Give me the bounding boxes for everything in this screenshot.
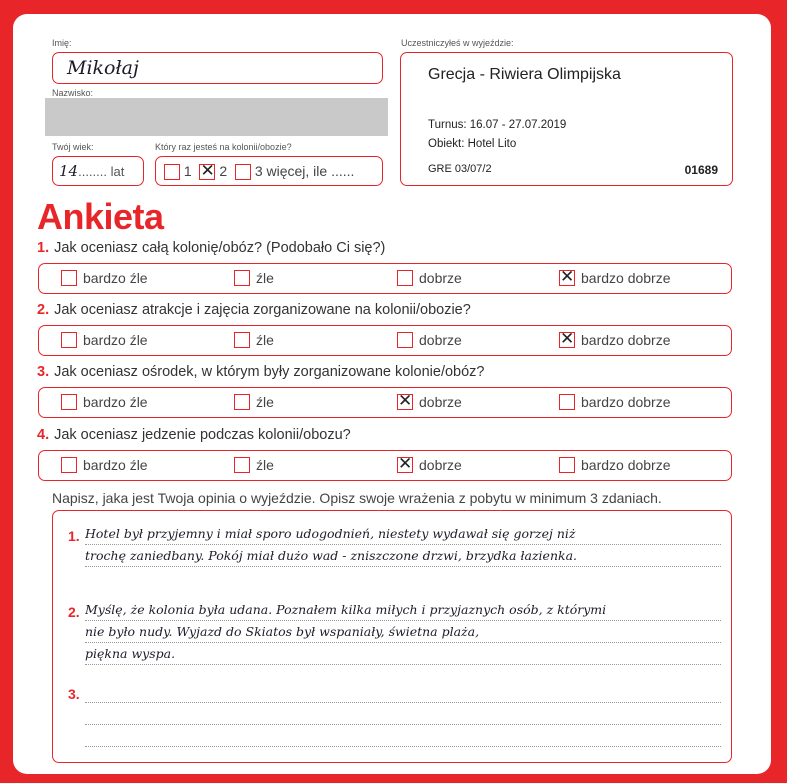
count-options: [155, 156, 383, 186]
option-checkbox[interactable]: [559, 457, 575, 473]
trip-label: Uczestniczyłeś w wyjeździe:: [401, 38, 514, 48]
question-2-option-2[interactable]: [234, 332, 274, 348]
option-label: bardzo dobrze: [581, 270, 671, 286]
question-text: Jak oceniasz atrakcje i zajęcia zorganizowane na kolonii/obozie?: [54, 302, 471, 318]
question-4-option-3[interactable]: [397, 457, 462, 473]
redacted-surname: [45, 98, 388, 136]
count-option-1-checkbox[interactable]: [164, 164, 180, 180]
question-3-option-3[interactable]: [397, 394, 462, 410]
option-checkbox[interactable]: [559, 332, 575, 348]
option-label: dobrze: [419, 394, 462, 410]
count-option-2-checkbox[interactable]: [199, 164, 215, 180]
option-checkbox[interactable]: [61, 394, 77, 410]
question-number: 4.: [37, 427, 50, 443]
option-label: źle: [256, 457, 274, 473]
trip-obiekt: Obiekt: Hotel Lito: [428, 138, 517, 150]
option-label: bardzo źle: [83, 394, 148, 410]
option-label: bardzo źle: [83, 332, 148, 348]
opinion-blank-line: [85, 724, 721, 747]
name-label: Imię:: [52, 38, 72, 48]
age-value: 14: [59, 162, 79, 180]
question-4-options: [38, 450, 732, 481]
option-checkbox[interactable]: [61, 332, 77, 348]
question-1-option-1[interactable]: [61, 270, 148, 286]
question-2: [37, 302, 471, 318]
question-number: 3.: [37, 364, 50, 380]
option-checkbox[interactable]: [397, 394, 413, 410]
option-checkbox[interactable]: [397, 457, 413, 473]
count-option-3-label: 3 więcej, ile ......: [254, 163, 355, 179]
option-checkbox[interactable]: [61, 457, 77, 473]
option-checkbox[interactable]: [61, 270, 77, 286]
option-checkbox[interactable]: [397, 332, 413, 348]
count-label: Który raz jesteś na kolonii/obozie?: [155, 142, 292, 152]
question-3-options: [38, 387, 732, 418]
option-label: bardzo dobrze: [581, 457, 671, 473]
option-checkbox[interactable]: [234, 394, 250, 410]
count-option-2-label: 2: [219, 163, 228, 179]
name-field[interactable]: [52, 52, 383, 84]
option-checkbox[interactable]: [559, 394, 575, 410]
question-1-options: [38, 263, 732, 294]
question-number: 1.: [37, 240, 50, 256]
option-label: bardzo dobrze: [581, 332, 671, 348]
option-label: dobrze: [419, 332, 462, 348]
surname-label: Nazwisko:: [52, 88, 94, 98]
option-checkbox[interactable]: [234, 332, 250, 348]
question-4-option-2[interactable]: [234, 457, 274, 473]
option-checkbox[interactable]: [397, 270, 413, 286]
opinion-line: Hotel był przyjemny i miał sporo udogodnień, niestety wydawał się gorzej niż: [85, 522, 721, 545]
option-label: dobrze: [419, 270, 462, 286]
count-option-3-checkbox[interactable]: [235, 164, 251, 180]
option-label: źle: [256, 394, 274, 410]
question-1-option-2[interactable]: [234, 270, 274, 286]
option-label: bardzo źle: [83, 270, 148, 286]
count-option-1-label: 1: [183, 163, 192, 179]
question-3-option-4[interactable]: [559, 394, 671, 410]
question-1-option-3[interactable]: [397, 270, 462, 286]
opinion-line: nie było nudy. Wyjazd do Skiatos był wspaniały, świetna plaża,: [85, 620, 721, 643]
age-field[interactable]: [52, 156, 144, 186]
opinion-line: [85, 680, 721, 703]
trip-destination: Grecja - Riwiera Olimpijska: [428, 66, 621, 83]
option-label: bardzo dobrze: [581, 394, 671, 410]
option-checkbox[interactable]: [234, 270, 250, 286]
question-1-option-4[interactable]: [559, 270, 671, 286]
question-4-option-4[interactable]: [559, 457, 671, 473]
option-checkbox[interactable]: [559, 270, 575, 286]
trip-box: [400, 52, 733, 186]
question-3-option-1[interactable]: [61, 394, 148, 410]
trip-turnus: Turnus: 16.07 - 27.07.2019: [428, 119, 567, 131]
name-value: Mikołaj: [67, 57, 139, 79]
question-text: Jak oceniasz jedzenie podczas kolonii/obozu?: [54, 427, 351, 443]
question-3-option-2[interactable]: [234, 394, 274, 410]
opinion-prompt: Napisz, jaka jest Twoja opinia o wyjeździe. Opisz swoje wrażenia z pobytu w minimum 3 zdaniach.: [52, 490, 662, 506]
option-label: bardzo źle: [83, 457, 148, 473]
question-3: [37, 364, 484, 380]
question-2-option-3[interactable]: [397, 332, 462, 348]
opinion-item-number: 1.: [68, 528, 80, 544]
question-text: Jak oceniasz całą kolonię/obóz? (Podobało Ci się?): [54, 240, 386, 256]
option-label: źle: [256, 332, 274, 348]
age-suffix: ........ lat: [78, 164, 125, 179]
question-number: 2.: [37, 302, 50, 318]
age-label: Twój wiek:: [52, 142, 94, 152]
question-text: Jak oceniasz ośrodek, w którym były zorganizowane kolonie/obóz?: [54, 364, 485, 380]
option-checkbox[interactable]: [234, 457, 250, 473]
question-2-option-4[interactable]: [559, 332, 671, 348]
opinion-item-number: 3.: [68, 686, 80, 702]
opinion-line: [85, 702, 721, 725]
trip-code: GRE 03/07/2: [428, 163, 492, 175]
opinion-line: trochę zaniedbany. Pokój miał dużo wad - zniszczone drzwi, brzydka łazienka.: [85, 544, 721, 567]
question-2-options: [38, 325, 732, 356]
question-2-option-1[interactable]: [61, 332, 148, 348]
question-4: [37, 427, 351, 443]
question-4-option-1[interactable]: [61, 457, 148, 473]
question-1: [37, 240, 385, 256]
option-label: źle: [256, 270, 274, 286]
opinion-item-number: 2.: [68, 604, 80, 620]
opinion-line: Myślę, że kolonia była udana. Poznałem kilka miłych i przyjaznych osób, z którymi: [85, 598, 721, 621]
trip-number: 01689: [684, 163, 718, 177]
survey-title: Ankieta: [37, 196, 164, 237]
option-label: dobrze: [419, 457, 462, 473]
opinion-line: piękna wyspa.: [85, 642, 721, 665]
